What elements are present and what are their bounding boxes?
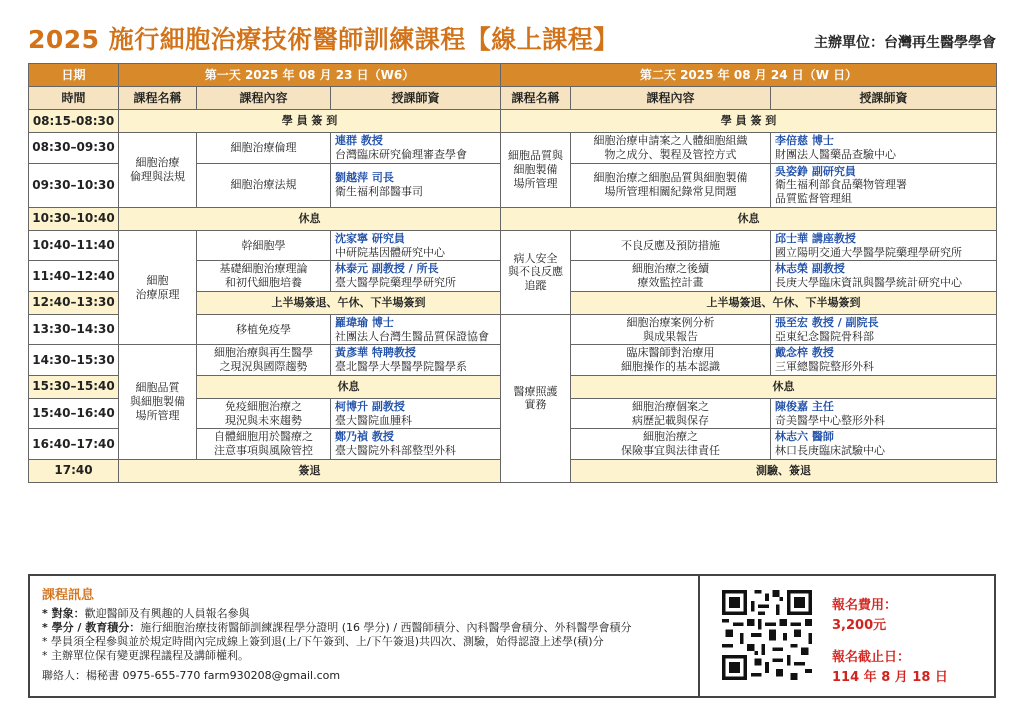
day2-teacher <box>771 133 997 164</box>
content-text: 移植免疫學 <box>236 322 291 336</box>
course-name: 細胞 治療原理 <box>135 273 180 301</box>
info-line-attendance: * 學員須全程參與並於規定時間內完成線上簽到退(上/下午簽到、上/下午簽退)共四次、測驗，始得認證上述學(積)分 <box>42 635 604 648</box>
info-line-audience <box>42 607 686 621</box>
time-cell: 13:30–14:30 <box>29 314 119 345</box>
teacher-name: 林志榮 副教授 <box>775 262 845 276</box>
teacher-affiliation: 社團法人台灣生醫品質保證協會 <box>335 329 489 343</box>
day1-course-principle <box>119 230 197 345</box>
content-text: 細胞治療倫理 <box>230 140 297 154</box>
day2-content <box>571 230 771 261</box>
content-text: 不良反應及預防措施 <box>621 238 721 252</box>
fee-value: 3,200元 <box>832 618 887 633</box>
info-title: 課程訊息 <box>42 588 95 603</box>
day1-lunch-band: 上半場簽退、午休、下半場簽到 <box>197 291 501 314</box>
teacher-affiliation: 林口長庚臨床試驗中心 <box>775 444 886 457</box>
teacher-affiliation: 財團法人醫藥品查驗中心 <box>775 147 897 161</box>
teacher-affiliation: 臺北醫學大學醫學院醫學系 <box>335 360 467 373</box>
day1-teacher <box>331 163 501 207</box>
registration-panel <box>698 574 996 698</box>
content-text: 細胞治療法規 <box>230 178 297 192</box>
table-row <box>29 133 997 164</box>
teacher-name: 李倍慈 博士 <box>775 134 834 147</box>
content-text: 基礎細胞治療理論 和初代細胞培養 <box>219 262 308 289</box>
day2-content-header: 課程內容 <box>571 87 771 110</box>
header-row-dates <box>29 64 997 87</box>
day2-teacher <box>771 163 997 207</box>
day1-teacher <box>331 345 501 376</box>
day2-teacher <box>771 398 997 429</box>
time-cell: 12:40–13:30 <box>29 291 119 314</box>
teacher-name: 吳姿錚 副研究員 <box>775 164 856 178</box>
time-cell: 16:40–17:40 <box>29 429 119 460</box>
time-cell: 14:30–15:30 <box>29 345 119 376</box>
qr-code-icon[interactable] <box>722 590 812 680</box>
day2-exam-signout-band: 測驗、簽退 <box>571 459 997 482</box>
course-name: 病人安全 與不良反應 追蹤 <box>508 251 564 293</box>
content-text: 細胞治療之 保險事宜與法律責任 <box>621 430 721 457</box>
schedule-table <box>28 63 997 483</box>
day1-content <box>197 314 331 345</box>
teacher-name: 連群 教授 <box>335 134 383 147</box>
teacher-name: 邱士華 講座教授 <box>775 231 856 245</box>
day2-content <box>571 345 771 376</box>
deadline-value: 114 年 8 月 18 日 <box>832 670 948 685</box>
day2-teacher <box>771 314 997 345</box>
time-cell: 10:30–10:40 <box>29 207 119 230</box>
teacher-affiliation: 衛生福利部醫事司 <box>335 185 423 199</box>
day2-course-care <box>501 314 571 482</box>
day1-course-header: 課程名稱 <box>119 87 197 110</box>
teacher-name: 陳俊嘉 主任 <box>775 399 834 413</box>
table-row <box>29 207 997 230</box>
teacher-name: 鄭乃禎 教授 <box>335 430 394 444</box>
course-name: 細胞品質 與細胞製備 場所管理 <box>130 381 185 422</box>
day1-content <box>197 133 331 164</box>
organizer-label: 主辦單位：台灣再生醫學學會 <box>814 35 996 51</box>
day1-teacher <box>331 314 501 345</box>
deadline-label: 報名截止日： <box>832 650 911 665</box>
day1-teacher <box>331 133 501 164</box>
day2-content <box>571 163 771 207</box>
time-cell: 11:40–12:40 <box>29 261 119 292</box>
time-cell: 10:40–11:40 <box>29 230 119 261</box>
info-value: 施行細胞治療技術醫師訓練課程學分證明 (16 學分) / 西醫師積分、內科醫學會積分、外科醫學會積分 <box>140 621 632 634</box>
teacher-affiliation: 長庚大學臨床資訊與醫學統計研究中心 <box>775 276 963 289</box>
teacher-affiliation: 亞東紀念醫院骨科部 <box>775 329 875 343</box>
day1-signout-band: 簽退 <box>119 459 501 482</box>
time-cell: 15:40–16:40 <box>29 398 119 429</box>
table-row <box>29 110 997 133</box>
content-text: 細胞治療申請案之人體細胞組織 物之成分、製程及管控方式 <box>593 134 748 161</box>
day2-checkin-band: 學 員 簽 到 <box>501 110 997 133</box>
day1-content <box>197 398 331 429</box>
content-text: 自體細胞用於醫療之 注意事項與風險管控 <box>214 430 313 457</box>
day1-break-band: 休息 <box>119 207 501 230</box>
day1-content <box>197 261 331 292</box>
day1-teacher-header: 授課師資 <box>331 87 501 110</box>
teacher-name: 黃彥華 特聘教授 <box>335 346 416 360</box>
teacher-affiliation: 衛生福利部食品藥物管理署 品質監督管理組 <box>775 178 908 205</box>
teacher-name: 羅瑋瑜 博士 <box>335 315 394 329</box>
teacher-name: 戴念梓 教授 <box>775 346 834 360</box>
info-line-credits <box>42 621 686 635</box>
day1-teacher <box>331 230 501 261</box>
day2-content <box>571 398 771 429</box>
day2-teacher <box>771 429 997 460</box>
header-row-columns <box>29 87 997 110</box>
day2-teacher <box>771 230 997 261</box>
table-row <box>29 230 997 261</box>
content-text: 幹細胞學 <box>241 238 286 252</box>
info-key: * 對象： <box>42 607 85 620</box>
day2-content <box>571 261 771 292</box>
teacher-name: 劉越萍 司長 <box>335 171 394 185</box>
page-header <box>28 16 996 56</box>
teacher-affiliation: 臺大醫院血腫科 <box>335 413 412 427</box>
time-cell: 15:30–15:40 <box>29 375 119 398</box>
teacher-affiliation: 三軍總醫院整形外科 <box>775 360 875 373</box>
teacher-affiliation: 臺大醫學院藥理學研究所 <box>335 276 456 289</box>
info-key: * 學分 / 教育積分： <box>42 621 141 634</box>
teacher-name: 林泰元 副教授 / 所長 <box>335 262 439 276</box>
day1-checkin-band: 學 員 簽 到 <box>119 110 501 133</box>
day1-course-quality <box>119 345 197 460</box>
content-text: 免疫細胞治療之 現況與未來趨勢 <box>225 399 302 427</box>
course-name: 細胞品質與 細胞製備 場所管理 <box>508 149 564 190</box>
day2-course-safety <box>501 230 571 314</box>
fee-label: 報名費用： <box>832 598 898 613</box>
time-cell: 08:15-08:30 <box>29 110 119 133</box>
day2-header: 第二天 2025 年 08 月 24 日（W 日） <box>501 64 997 87</box>
day1-content <box>197 163 331 207</box>
day2-break-band: 休息 <box>501 207 997 230</box>
day1-content <box>197 429 331 460</box>
course-info-panel <box>28 574 698 698</box>
day2-course-header: 課程名稱 <box>501 87 571 110</box>
day2-content <box>571 133 771 164</box>
day1-header: 第一天 2025 年 08 月 23 日（W6） <box>119 64 501 87</box>
time-cell: 17:40 <box>29 459 119 482</box>
day1-break-band: 休息 <box>197 375 501 398</box>
day1-teacher <box>331 398 501 429</box>
day2-course-quality <box>501 133 571 208</box>
page-title: 2025 施行細胞治療技術醫師訓練課程【線上課程】 <box>28 25 619 54</box>
teacher-affiliation: 臺大醫院外科部整型外科 <box>335 444 456 457</box>
teacher-name: 柯博升 副教授 <box>335 399 405 413</box>
contact-line: 聯絡人：楊秘書 0975-655-770 farm930208@gmail.com <box>42 669 341 682</box>
info-line-rights: * 主辦單位保有變更課程議程及講師權利。 <box>42 649 249 662</box>
day2-teacher <box>771 261 997 292</box>
teacher-name: 張至宏 教授 / 副院長 <box>775 315 879 329</box>
teacher-name: 沈家寧 研究員 <box>335 231 405 245</box>
course-name: 醫療照護 實務 <box>513 384 558 412</box>
info-value: 歡迎醫師及有興趣的人員報名參與 <box>84 607 250 620</box>
content-text: 細胞治療之細胞品質與細胞製備 場所管理相關紀錄常見問題 <box>593 171 748 199</box>
day1-content <box>197 345 331 376</box>
day2-lunch-band: 上半場簽退、午休、下半場簽到 <box>571 291 997 314</box>
day2-content <box>571 429 771 460</box>
time-cell: 08:30–09:30 <box>29 133 119 164</box>
time-cell: 09:30–10:30 <box>29 163 119 207</box>
day1-teacher <box>331 429 501 460</box>
day2-content <box>571 314 771 345</box>
course-name: 細胞治療 倫理與法規 <box>130 156 185 183</box>
day2-teacher <box>771 345 997 376</box>
content-text: 細胞治療案例分析 與成果報告 <box>626 315 715 343</box>
teacher-affiliation: 奇美醫學中心整形外科 <box>775 413 886 427</box>
content-text: 細胞治療個案之 病歷記載與保存 <box>632 399 710 427</box>
col-time-header: 時間 <box>29 87 119 110</box>
teacher-name: 林志六 醫師 <box>775 430 834 444</box>
day2-break-band: 休息 <box>571 375 997 398</box>
day1-content <box>197 230 331 261</box>
day2-teacher-header: 授課師資 <box>771 87 997 110</box>
day1-content-header: 課程內容 <box>197 87 331 110</box>
content-text: 細胞治療與再生醫學 之現況與國際趨勢 <box>214 346 313 373</box>
day1-teacher <box>331 261 501 292</box>
teacher-affiliation: 中研院基因體研究中心 <box>335 245 445 259</box>
teacher-affiliation: 台灣臨床研究倫理審查學會 <box>335 147 467 161</box>
content-text: 細胞治療之後續 療效監控計畫 <box>632 262 710 289</box>
content-text: 臨床醫師對治療用 細胞操作的基本認識 <box>621 346 721 373</box>
teacher-affiliation: 國立陽明交通大學醫學院藥理學研究所 <box>775 245 963 259</box>
day1-course-ethics <box>119 133 197 208</box>
col-date-header: 日期 <box>29 64 119 87</box>
